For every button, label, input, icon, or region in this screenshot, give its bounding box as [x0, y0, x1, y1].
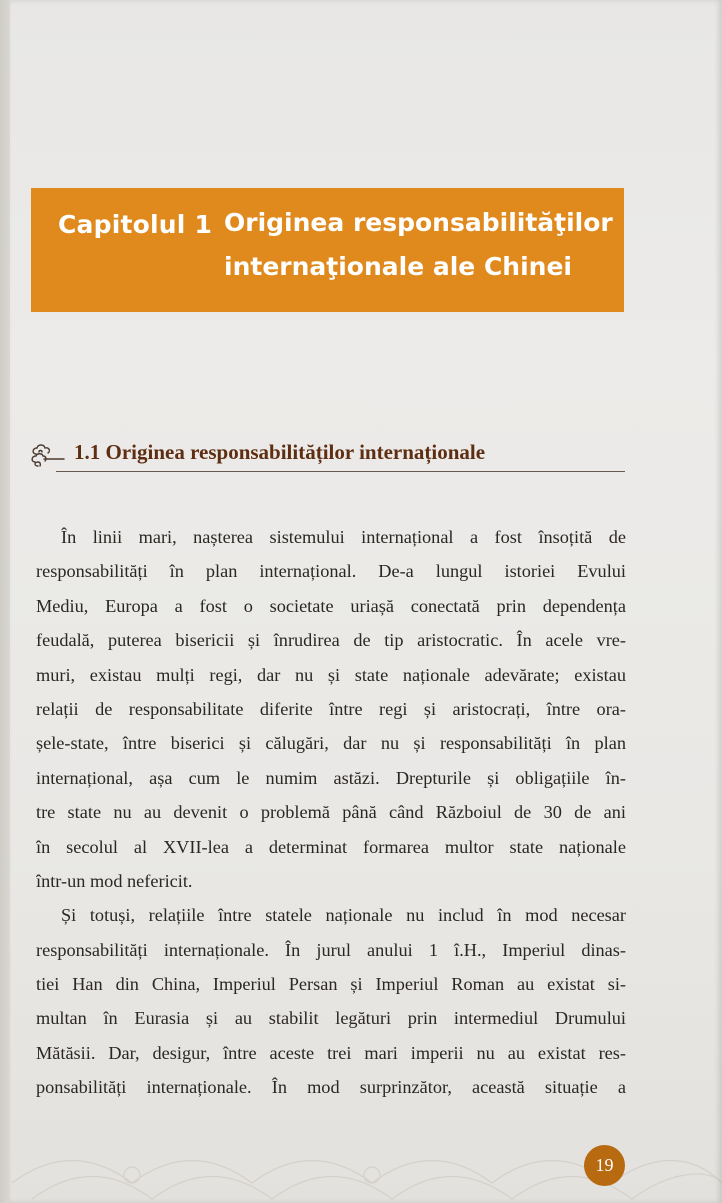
text-line: Și totuși, relațiile între statele naționale nu includ în mod necesar [61, 905, 626, 926]
paragraph-2 [36, 898, 626, 1104]
chapter-title-line-1: Originea responsabilităţilor [224, 208, 613, 237]
text-line: multan în Eurasia și au stabilit legături prin intermediul Drumului [36, 1008, 626, 1029]
text-line: șele-state, între biserici și călugări, dar nu și responsabilități în plan [36, 733, 626, 754]
text-line: responsabilități în plan internațional. De-a lungul istoriei Evului [36, 561, 626, 582]
text-line: în secolul al XVII-lea a determinat formarea multor state naționale [36, 836, 626, 857]
text-line: feudală, puterea bisericii și înrudirea de tip aristocratic. În acele vre- [36, 630, 626, 651]
section-rule [56, 471, 625, 472]
chapter-title-line-2: internaţionale ale Chinei [224, 252, 572, 281]
chapter-number: Capitolul 1 [58, 210, 213, 239]
text-line: Mediu, Europa a fost o societate uriașă conectată prin dependența [36, 595, 626, 616]
text-line: tiei Han din China, Imperiul Persan și Imperiul Roman au existat si- [36, 974, 626, 995]
text-line: într-un mod nefericit. [36, 870, 193, 891]
chapter-title [224, 201, 614, 289]
text-line: În linii mari, nașterea sistemului internațional a fost însoțită de [61, 527, 626, 547]
paragraph-1 [36, 520, 626, 898]
text-line: tre state nu au devenit o problemă până când Războiul de 30 de ani [36, 802, 626, 823]
text-line: relații de responsabilitate diferite între regi și aristocrați, între ora- [36, 698, 626, 719]
text-line: responsabilități internaționale. În jurul anului 1 î.H., Imperiul dinas- [36, 939, 626, 960]
page-number: 19 [584, 1145, 625, 1186]
text-line: Mătăsii. Dar, desigur, între aceste trei mari imperii nu au existat res- [36, 1042, 626, 1063]
body-text [36, 520, 626, 1105]
section-heading [30, 438, 625, 478]
chapter-banner [31, 188, 624, 312]
section-title: 1.1 Originea responsabilităților internaționale [74, 440, 486, 464]
text-line: ponsabilități internaționale. În mod surprinzător, această situație a [36, 1077, 626, 1098]
text-line: internațional, așa cum le numim astăzi. Drepturile și obligațiile în- [36, 767, 626, 788]
cloud-scroll-icon [30, 442, 66, 472]
text-line: muri, existau mulți regi, dar nu și state naționale adevărate; existau [36, 664, 626, 685]
